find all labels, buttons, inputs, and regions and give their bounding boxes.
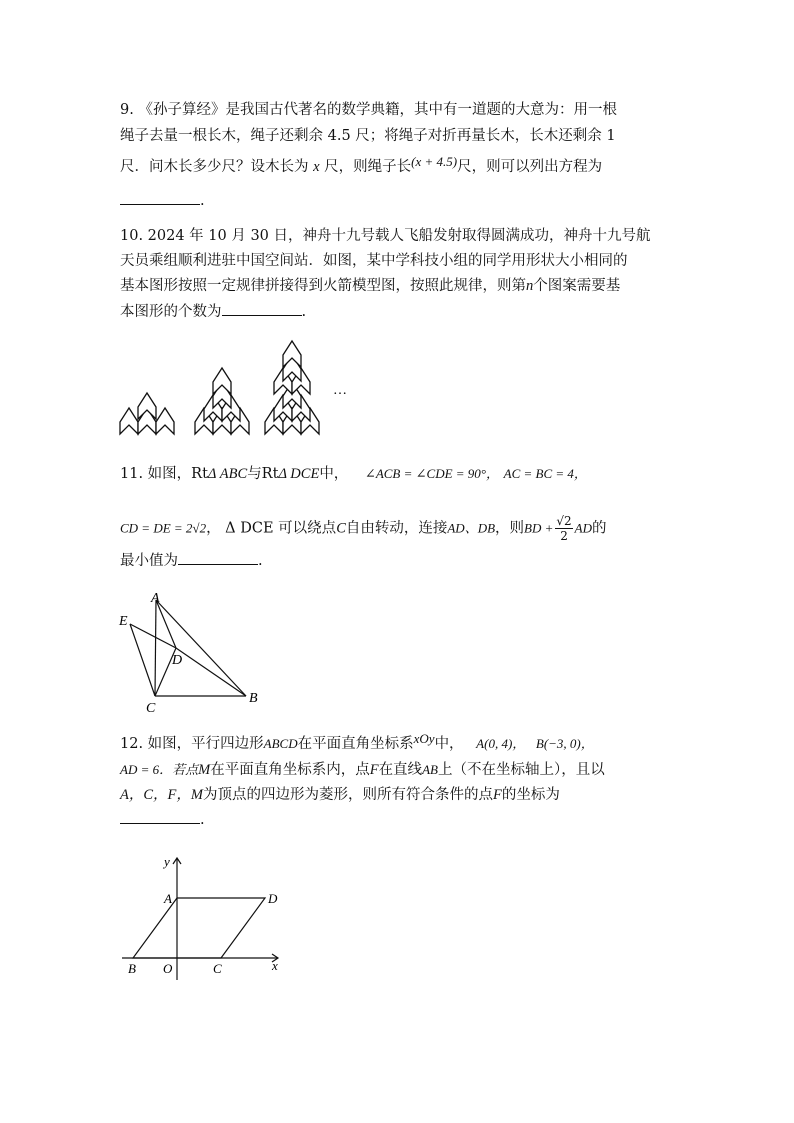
q12-text-h: 的坐标为 [501, 787, 560, 803]
q10-line-4 [120, 301, 306, 322]
q12-var-m: M [198, 762, 211, 778]
q12-text-b: 在平面直角坐标系 [297, 736, 414, 752]
q11-line-1 [120, 464, 587, 484]
q12-label-c: C [213, 961, 222, 976]
q11-angle-condition: ∠ACB = ∠CDE = 90°， [364, 466, 500, 481]
q12-text-f: 上（不在坐标轴上），且以 [437, 762, 605, 778]
pattern-2 [195, 368, 249, 434]
q12-text-a: 12. 如图，平行四边形 [120, 736, 264, 752]
q12-var-f-2: F [492, 787, 502, 803]
q12-answer-blank[interactable] [120, 809, 200, 824]
q10-line-2: 天员乘组顺利进驻中国空间站．如图，某中学科技小组的同学用形状大小相同的 [120, 253, 628, 269]
q11-triangle-dce: Δ DCE [278, 466, 320, 482]
q11-fraction [555, 514, 572, 543]
q11-frac-denominator: 2 [560, 529, 568, 543]
q12-vertices: A，C，F，M [120, 787, 203, 803]
q11-text-h: 最小值为 [120, 553, 178, 569]
q11-line-3 [120, 550, 263, 571]
q12-parallelogram-name: ABCD [263, 736, 298, 751]
q11-period: . [258, 553, 263, 569]
q12-text-e: 在直线 [378, 762, 423, 778]
q10-line-3 [120, 276, 620, 296]
q12-label-a: A [164, 891, 172, 906]
pattern-3 [265, 341, 319, 434]
q12-label-o: O [163, 961, 173, 976]
q9-answer-blank[interactable] [120, 190, 200, 205]
q9-answer-line [120, 190, 205, 211]
q11-cd-de-condition: CD = DE = 2√2 [120, 520, 207, 536]
q11-text-c: 中， [319, 466, 349, 482]
q11-frac-numerator: √2 [556, 514, 572, 528]
q9-line-3 [120, 154, 603, 177]
q12-label-b: B [128, 961, 136, 976]
q9-var-x: x [313, 159, 320, 175]
q12-var-f: F [369, 762, 379, 778]
q12-text-c: 中， [434, 736, 464, 752]
q11-expr-ad: AD [574, 520, 593, 536]
q12-point-b: B(−3, 0)， [535, 736, 594, 751]
q11-var-c: C [336, 520, 346, 537]
q11-label-c: C [146, 701, 156, 716]
q11-line-2 [120, 514, 607, 543]
q11-label-e: E [119, 614, 128, 629]
q11-text-g: 的 [592, 520, 607, 537]
parallelogram-abcd [133, 898, 265, 958]
q9-line-1: 9. 《孙子算经》是我国古代著名的数学典籍，其中有一道题的大意为：用一根 [120, 102, 617, 118]
q11-text-b: 与Rt [247, 466, 279, 482]
q11-text-f: ，则 [495, 520, 525, 537]
q10-text-c: 本图形的个数为 [120, 304, 222, 320]
q11-triangle-figure [110, 588, 270, 718]
q12-label-y: y [164, 854, 170, 869]
q10-text-a: 基本图形按照一定规律拼接得到火箭模型图，按照此规律，则第 [120, 278, 526, 294]
q10-var-n: n [526, 278, 534, 294]
q9-line-2: 绳子去量一根长木，绳子还剩余 4.5 尺；将绳子对折再量长木，长木还剩余 1 [120, 128, 616, 144]
q12-point-a: A(0, 4)， [476, 736, 526, 751]
q11-text-d: ， Δ DCE 可以绕点 [206, 520, 337, 537]
q10-line-1: 10. 2024 年 10 月 30 日，神舟十九号载人飞船发射取得圆满成功，神舟十九号航 [120, 228, 651, 244]
q12-line-ab: AB [422, 762, 438, 777]
q10-answer-blank[interactable] [222, 301, 302, 316]
q9-rope-expression: (x + 4.5) [411, 154, 458, 169]
pattern-1 [120, 393, 174, 434]
q11-label-b: B [249, 691, 258, 706]
rocket-pattern-figure [118, 338, 358, 438]
q12-text-d: 在平面直角坐标系内，点 [210, 762, 370, 778]
q10-text-b: 个图案需要基 [533, 278, 621, 294]
pattern-ellipsis: … [333, 383, 347, 398]
q12-label-d: D [268, 891, 278, 906]
q12-period: . [200, 812, 205, 828]
q11-answer-blank[interactable] [178, 550, 258, 565]
q12-line-3 [120, 785, 560, 805]
q9-period: . [200, 193, 205, 209]
q11-triangle-abc: Δ ABC [207, 466, 248, 482]
q11-label-d: D [172, 653, 183, 668]
q12-text-g: 为顶点的四边形为菱形，则所有符合条件的点 [202, 787, 493, 803]
q12-answer-line [120, 809, 205, 830]
q12-coordinate-system: xOy [413, 731, 435, 746]
q12-label-x: x [272, 958, 278, 973]
q11-text-e: 自由转动，连接 [345, 520, 448, 537]
q11-label-a: A [151, 591, 160, 606]
q12-ad-length: AD = 6．若点 [120, 762, 199, 777]
q11-expr-bd: BD + [524, 520, 554, 536]
q11-side-condition: AC = BC = 4， [503, 466, 587, 481]
q9-text-c: 尺，则可以列出方程为 [457, 159, 603, 175]
q9-text-a: 尺．问木长多少尺？设木长为 [120, 159, 309, 175]
q12-coordinate-figure [118, 852, 298, 987]
q12-line-2 [120, 760, 605, 780]
q10-period: . [301, 304, 307, 320]
q9-text-b: 尺，则绳子长 [324, 159, 412, 175]
q11-segments: AD、DB [447, 520, 496, 536]
q12-line-1 [120, 731, 594, 754]
q11-text-a: 11. 如图，Rt [120, 466, 208, 482]
